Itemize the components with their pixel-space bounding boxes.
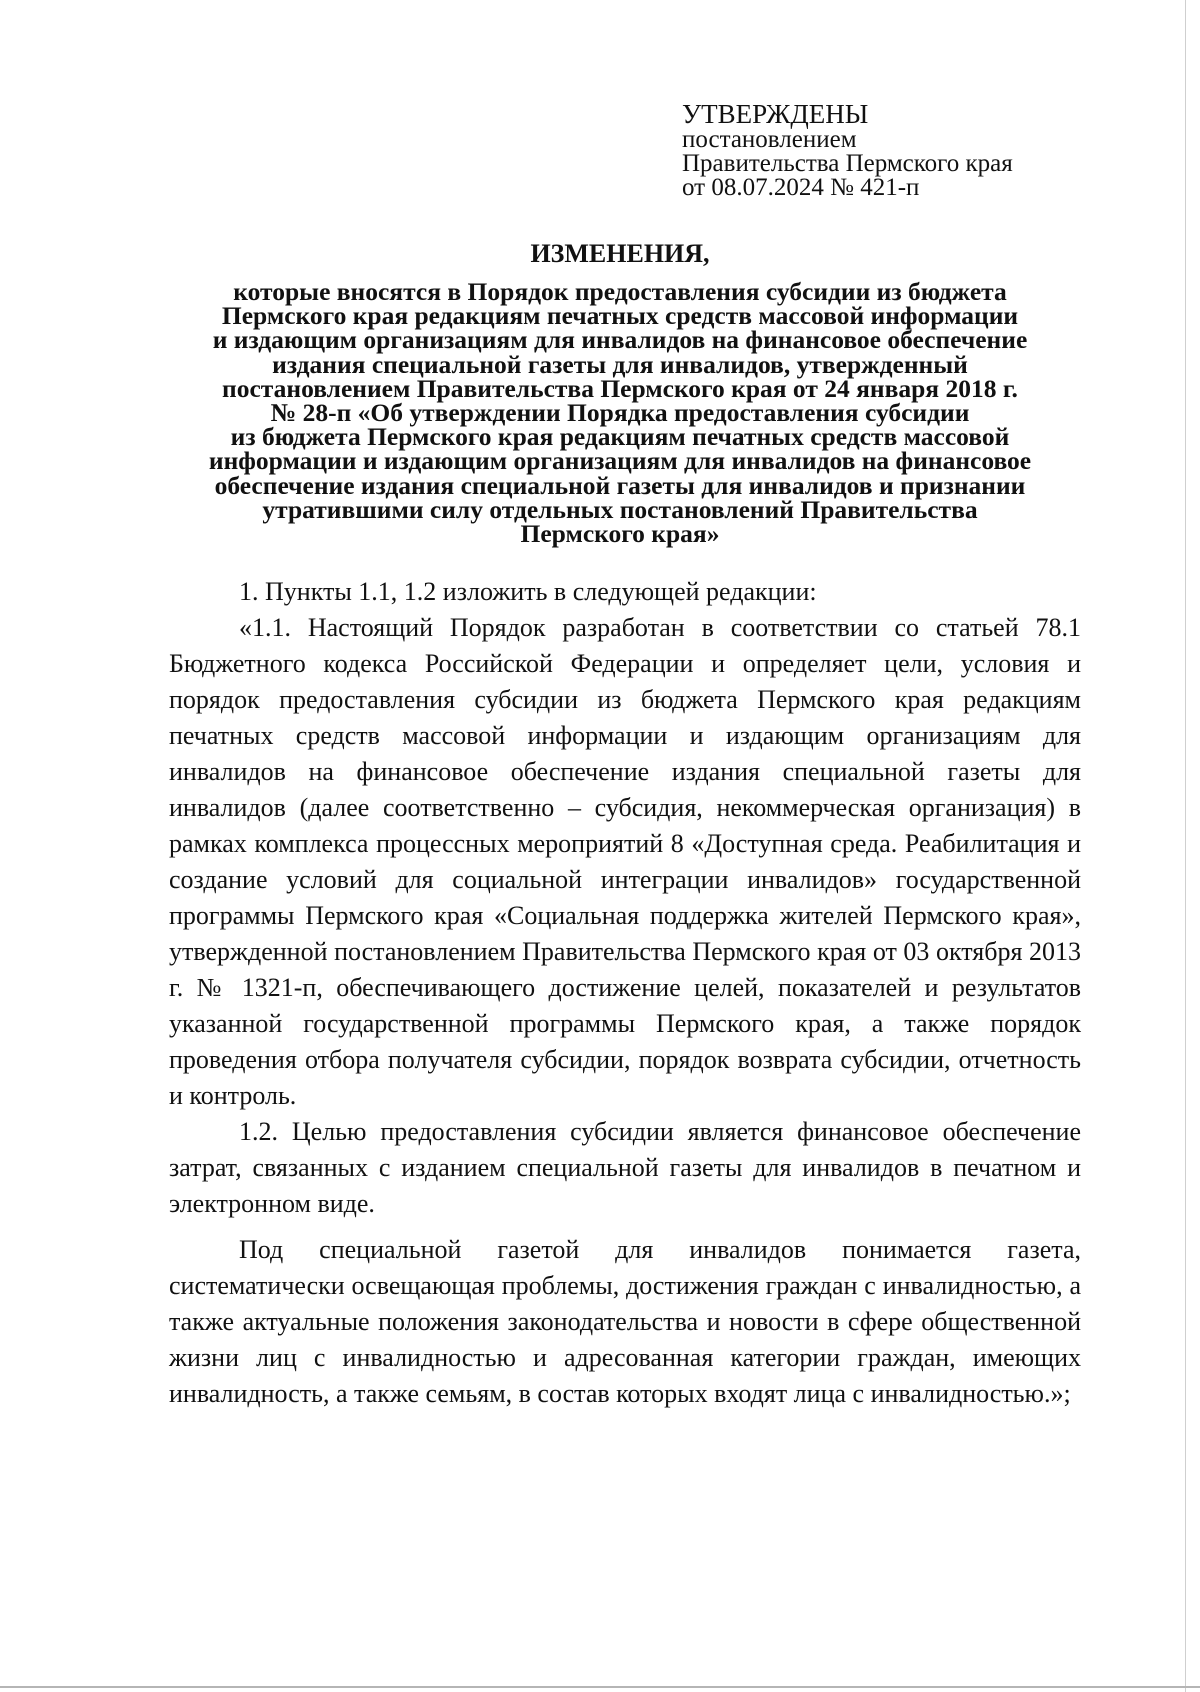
subtitle-line: Пермского края редакциям печатных средств массовой информации: [221, 301, 1019, 331]
subtitle-line: которые вносятся в Порядок предоставления субсидии из бюджета: [233, 277, 1007, 306]
document-body: [169, 574, 1081, 1412]
subtitle-line: и издающим организациям для инвалидов на финансовое обеспечение: [212, 325, 1028, 355]
document-title: ИЗМЕНЕНИЯ,: [530, 239, 710, 268]
subtitle-line: из бюджета Пермского края редакциям печатных средств массовой: [230, 422, 1010, 452]
document-subtitle: [155, 277, 1085, 549]
approval-line: постановлением: [682, 126, 857, 153]
subtitle-line: обеспечение издания специальной газеты для инвалидов и признании: [214, 470, 1026, 500]
subtitle-line: информации и издающим организациям для инвалидов на финансовое: [208, 446, 1032, 476]
approval-heading: УТВЕРЖДЕНЫ: [682, 99, 869, 129]
subtitle-line: утратившими силу отдельных постановлений Правительства: [262, 494, 978, 524]
subtitle-line: № 28-п «Об утверждении Порядка предоставления субсидии: [270, 398, 970, 428]
page-edge-line: [1185, 0, 1186, 1692]
body-paragraph: Под специальной газетой для инвалидов понимается газета, систематически освещающая проблемы, достижения граждан с инвалидностью, а также актуальные положения законодательства и новости в сфере общественной жизни лиц с инвалидностью и адресованная категории граждан, имеющих инвалидность, а также семьям, в состав которых входят лица с инвалидностью.»;: [169, 1235, 1081, 1408]
approval-stamp-block: [682, 100, 1102, 200]
approval-line: Правительства Пермского края: [682, 150, 1013, 177]
body-paragraph: 1.2. Целью предоставления субсидии является финансовое обеспечение затрат, связанных с изданием специальной газеты для инвалидов в печатном и электронном виде.: [169, 1117, 1081, 1218]
subtitle-line: издания специальной газеты для инвалидов, утвержденный: [272, 349, 968, 379]
approval-date-number: от 08.07.2024 № 421-п: [682, 174, 920, 201]
body-paragraph: «1.1. Настоящий Порядок разработан в соответствии со статьей 78.1 Бюджетного кодекса Российской Федерации и определяет цели, условия и порядок предоставления субсидии из бюджета Пермского края редакциям печатных средств массовой информации и издающим организациям для инвалидов на финансовое обеспечение издания специальной газеты для инвалидов (далее соответственно – субсидия, некоммерческая организация) в рамках комплекса процессных мероприятий 8 «Доступная среда. Реабилитация и создание условий для социальной интеграции инвалидов» государственной программы Пермского края «Социальная поддержка жителей Пермского края», утвержденной постановлением Правительства Пермского края от 03 октября 2013 г. № 1321-п, обеспечивающего достижение целей, показателей и результатов указанной государственной программы Пермского края, а также порядок проведения отбора получателя субсидии, порядок возврата субсидии, отчетность и контроль.: [169, 613, 1081, 1110]
page-bottom-edge: [0, 1686, 1200, 1688]
subtitle-line: постановлением Правительства Пермского края от 24 января 2018 г.: [222, 373, 1018, 403]
subtitle-line: Пермского края»: [520, 519, 720, 549]
body-paragraph: 1. Пункты 1.1, 1.2 изложить в следующей редакции:: [239, 577, 817, 606]
